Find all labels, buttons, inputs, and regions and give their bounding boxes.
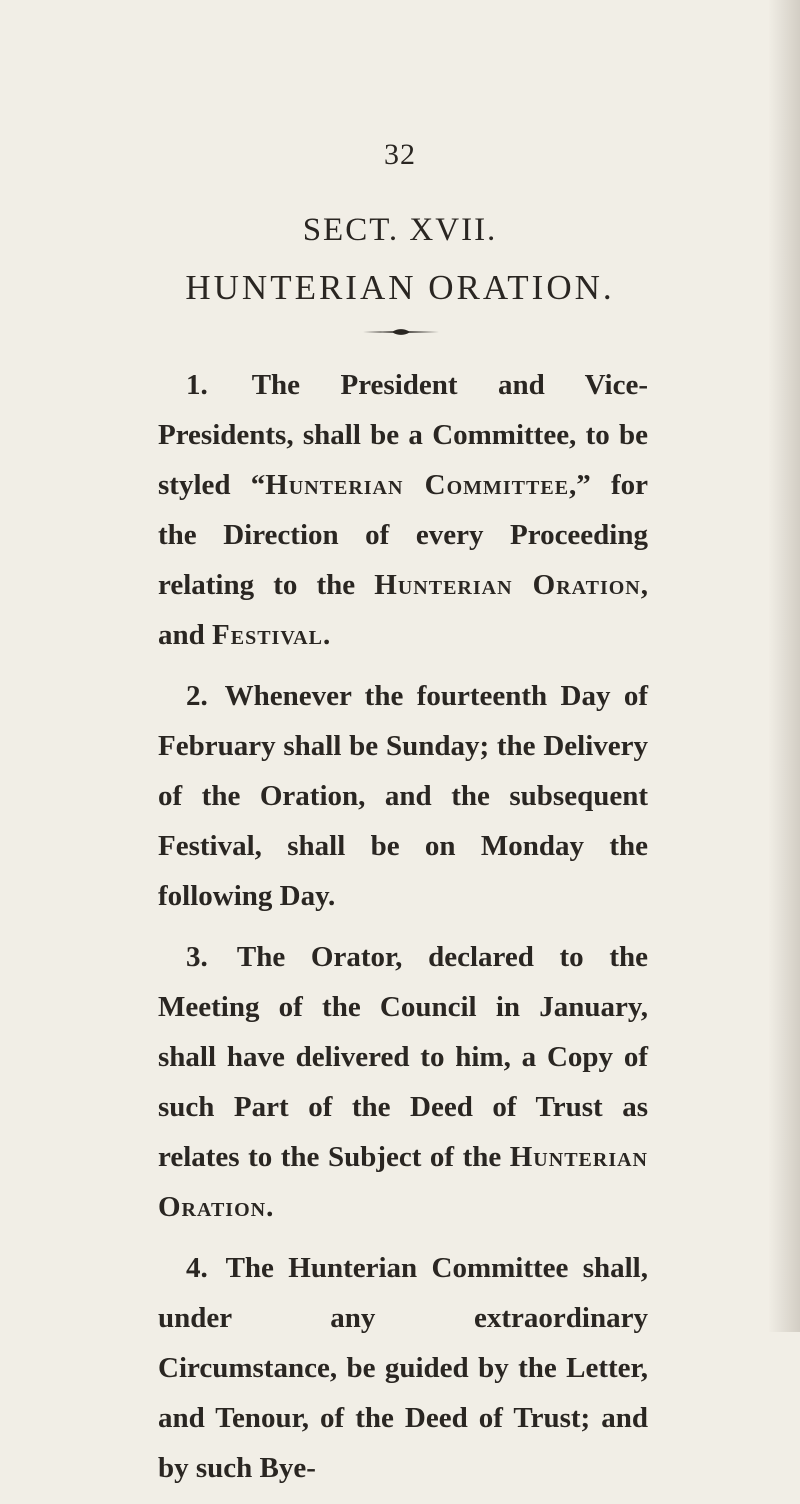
section-heading: HUNTERIAN ORATION. bbox=[185, 268, 615, 307]
paragraph-number: 2. bbox=[186, 680, 208, 712]
small-caps-text: Hunterian Committee bbox=[265, 469, 570, 501]
paragraph-text: , and bbox=[158, 569, 648, 651]
paragraph-text: The Hunterian Committee shall, under any extraordinary Circumstance, be guided by the Letter, and Tenour, of the Deed of Trust; and by such Bye- bbox=[158, 1252, 648, 1484]
page-number: 32 bbox=[384, 138, 416, 171]
paragraph-2 bbox=[158, 671, 648, 921]
paragraph-4 bbox=[158, 1243, 648, 1493]
paragraph-text: . bbox=[322, 619, 331, 651]
paragraph-text: . bbox=[266, 1191, 274, 1223]
paragraph-1 bbox=[158, 360, 648, 660]
paragraph-number: 3. bbox=[186, 941, 208, 973]
paragraph-text: The President and Vice-Presidents, shall be a Committee, to be styled “ bbox=[158, 369, 648, 501]
paragraph-number: 1. bbox=[186, 369, 208, 401]
paragraph-text: Whenever the fourteenth Day of February shall be Sunday; the Delivery of the Oration, and the subsequent Festival, shall be on Monday the following Day. bbox=[158, 680, 648, 912]
paragraph-text: ,” for the Direction of every Proceeding relating to the bbox=[158, 469, 649, 601]
section-number: SECT. XVII. bbox=[302, 212, 498, 248]
paragraph-number: 4. bbox=[186, 1252, 208, 1284]
small-caps-text: Festival bbox=[212, 619, 323, 651]
body-text bbox=[158, 360, 648, 1504]
small-caps-text: Hunterian Oration bbox=[374, 569, 641, 601]
small-caps-text: Hunterian Oration bbox=[158, 1141, 648, 1223]
paragraph-text: The Orator, declared to the Meeting of the Council in January, shall have delivered to him, a Copy of such Part of the Deed of Trust as relates to the Subject of the bbox=[158, 941, 648, 1173]
ornament-rule bbox=[363, 327, 439, 337]
paragraph-3 bbox=[158, 932, 648, 1232]
